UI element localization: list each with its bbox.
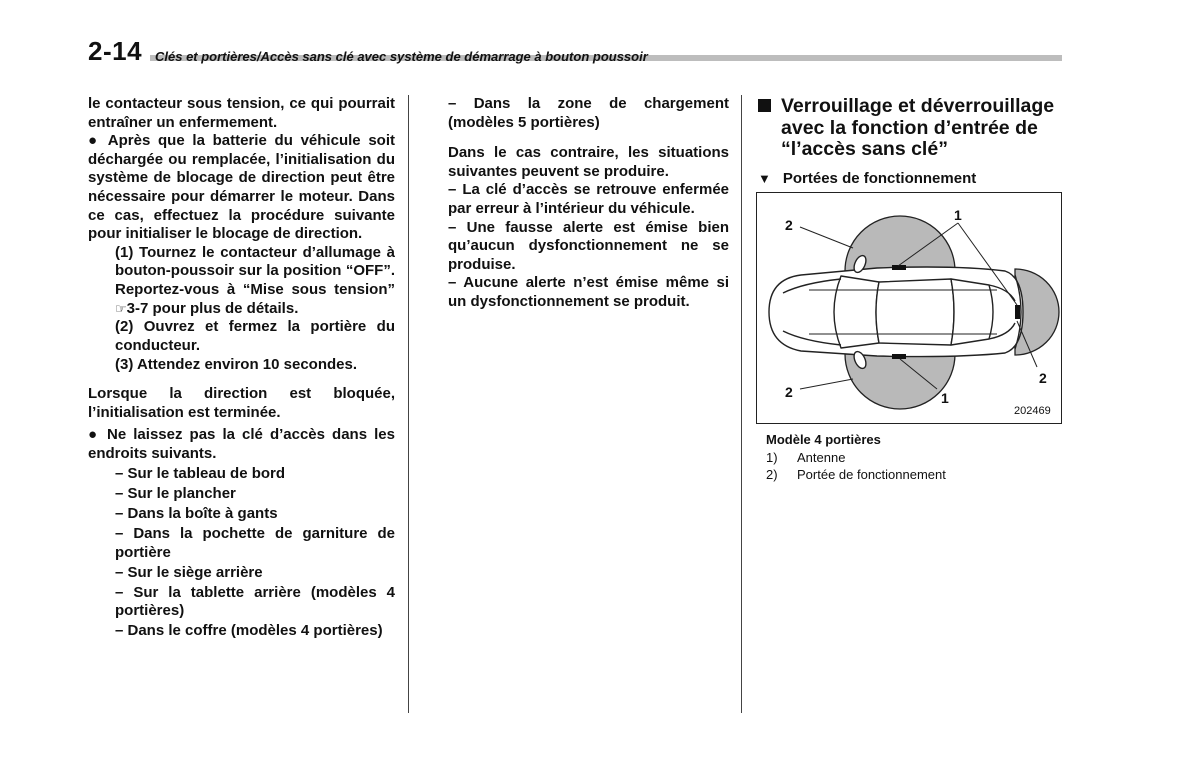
step-1-text: (1) Tournez le contacteur d’allumage à bouton-poussoir sur la position “OFF”. Reportez-vous à “Mise sous tension”: [115, 243, 395, 298]
chapter-title: Clés et portières/Accès sans clé avec système de démarrage à bouton poussoir: [155, 49, 648, 64]
antenna-left-rear: [892, 354, 906, 359]
subheading: [758, 170, 976, 187]
car-range-illustration: [757, 193, 1063, 425]
triangle-down-icon: ▼: [758, 171, 771, 186]
list-item: – Aucune alerte n’est émise même si un dysfonctionnement se produit.: [448, 274, 729, 310]
caption-title: Modèle 4 portières: [766, 432, 881, 447]
section-title: Verrouillage et déverrouillage avec la fonction d’entrée de “l’accès sans clé”: [758, 96, 1068, 161]
step-2: (2) Ouvrez et fermez la portière du conducteur.: [115, 318, 395, 354]
column-2: [448, 95, 729, 312]
list-item: – Dans la zone de chargement (modèles 5 portières): [448, 95, 729, 131]
list-item: – Sur le tableau de bord: [115, 465, 286, 483]
list-item: – La clé d’accès se retrouve enfermée par erreur à l’intérieur du véhicule.: [448, 181, 729, 217]
subheading-text: Portées de fonctionnement: [782, 170, 977, 187]
page-number: 2-14: [88, 36, 143, 66]
legend-item: [766, 449, 946, 467]
column-divider-1: [408, 95, 409, 713]
list-item: – Sur le plancher: [115, 485, 236, 503]
legend-number: 1): [766, 449, 778, 465]
column-divider-2: [741, 95, 742, 713]
legend-text: Antenne: [797, 449, 846, 465]
car-windshield: [834, 276, 879, 348]
list-item: – Dans le coffre (modèles 4 portières): [115, 622, 383, 640]
callout-1-bottom: 1: [941, 390, 949, 406]
column-1: [88, 95, 395, 641]
callout-2-right: 2: [1039, 370, 1047, 386]
antenna-rear: [1015, 305, 1020, 319]
bullet-item: ● Après que la batterie du véhicule soit déchargée ou remplacée, l’initialisation du système de blocage de direction peut être nécessaire pour démarrer le moteur. Dans ce cas, effectuez la procédure suivante pour initialiser le blocage de direction.: [88, 132, 395, 243]
paragraph: le contacteur sous tension, ce qui pourrait entraîner un enfermement.: [88, 95, 395, 131]
callout-2-bottom: 2: [785, 384, 793, 400]
list-item: – Sur la tablette arrière (modèles 4 portières): [115, 583, 395, 620]
section-square-icon: [758, 99, 771, 112]
callout-2-top: 2: [785, 217, 793, 233]
step-1: [88, 244, 395, 318]
callout-1-top: 1: [954, 207, 962, 223]
bullet-item: ● Ne laissez pas la clé d’accès dans les endroits suivants.: [88, 426, 395, 462]
paragraph: Lorsque la direction est bloquée, l’initialisation est terminée.: [88, 384, 395, 421]
legend-text: Portée de fonctionnement: [797, 467, 946, 482]
list-item: – Dans la boîte à gants: [115, 505, 278, 523]
paragraph: Dans le cas contraire, les situations suivantes peuvent se produire.: [448, 144, 729, 180]
page-reference-icon: ☞: [115, 300, 127, 316]
car-range-diagram: [756, 192, 1062, 424]
legend-item: [766, 466, 946, 484]
list-item: – Sur le siège arrière: [115, 563, 263, 581]
step-1-text-end: 3-7 pour plus de détails.: [126, 299, 299, 317]
list-item: – Dans la pochette de garniture de portière: [115, 525, 395, 561]
legend-number: 2): [766, 467, 778, 482]
figure-id: 202469: [1014, 405, 1051, 417]
list-item: – Une fausse alerte est émise bien qu’aucun dysfonctionnement ne se produise.: [448, 218, 729, 273]
car-rear-window: [951, 279, 993, 345]
car-roof: [876, 279, 954, 345]
figure-caption: [766, 431, 946, 484]
step-3: (3) Attendez environ 10 secondes.: [115, 356, 358, 374]
